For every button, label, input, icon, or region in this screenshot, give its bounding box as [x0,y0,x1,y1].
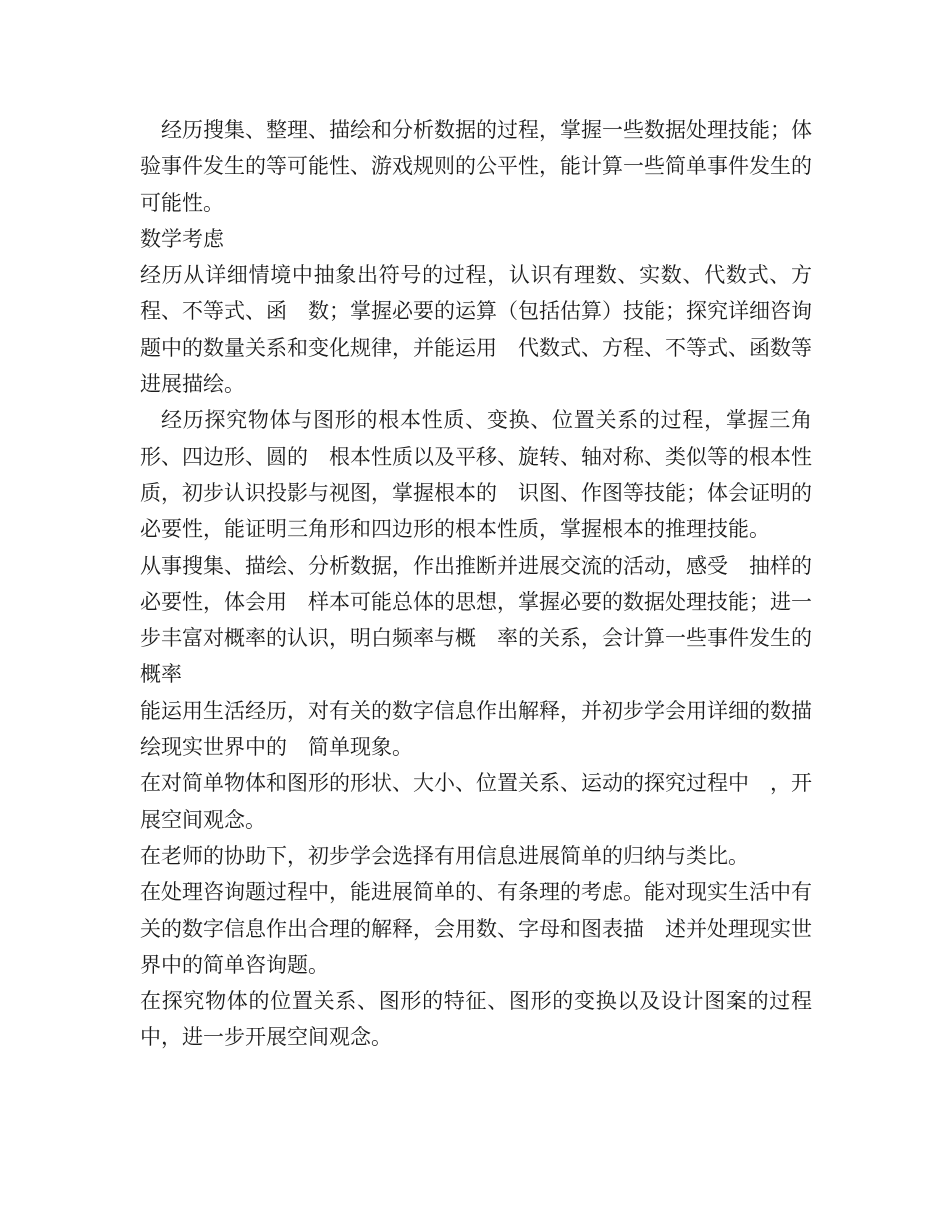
paragraph-life-experience: 能运用生活经历，对有关的数字信息作出解释，并初步学会用详细的数描绘现实世界中的 简单现象。 [140,698,812,760]
paragraph-problem-solving: 在处理咨询题过程中，能进展简单的、有条理的考虑。能对现实生活中有关的数字信息作出合理的解释，会用数、字母和图表描 述并处理现实世界中的简单咨询题。 [140,880,812,977]
paragraph-pattern-design: 在探究物体的位置关系、图形的特征、图形的变换以及设计图案的过程中，进一步开展空间观念。 [140,989,812,1050]
paragraph-spatial-concept: 在对简单物体和图形的形状、大小、位置关系、运动的探究过程中 ，开展空间观念。 [140,771,812,832]
paragraph-symbols-abstraction: 经历从详细情境中抽象出符号的过程，认识有理数、实数、代数式、方程、不等式、函 数；掌握必要的运算（包括估算）技能；探究详细咨询题中的数量关系和变化规律，并能运用 代数式、方程、不等式、函数等进展描绘。 [140,263,812,397]
paragraph-sampling-probability: 从事搜集、描绘、分析数据，作出推断并进展交流的活动，感受 抽样的必要性，体会用 样本可能总体的思想，掌握必要的数据处理技能；进一步丰富对概率的认识，明白频率与概 率的关系，会计算一些事件发生的概率 [140,553,812,687]
paragraph-data-processing: 经历搜集、整理、描绘和分析数据的过程，掌握一些数据处理技能；体验事件发生的等可能性、游戏规则的公平性，能计算一些简单事件发生的可能性。 [140,118,812,215]
document-body [140,112,812,1056]
paragraph-induction-analogy: 在老师的协助下，初步学会选择有用信息进展简单的归纳与类比。 [140,843,749,868]
section-heading-math-thinking: 数学考虑 [140,226,224,251]
paragraph-geometry-properties: 经历探究物体与图形的根本性质、变换、位置关系的过程，掌握三角形、四边形、圆的 根本性质以及平移、旋转、轴对称、类似等的根本性质，初步认识投影与视图，掌握根本的 识图、作图等技能；体会证明的必要性，能证明三角形和四边形的根本性质，掌握根本的推理技能。 [140,408,812,542]
